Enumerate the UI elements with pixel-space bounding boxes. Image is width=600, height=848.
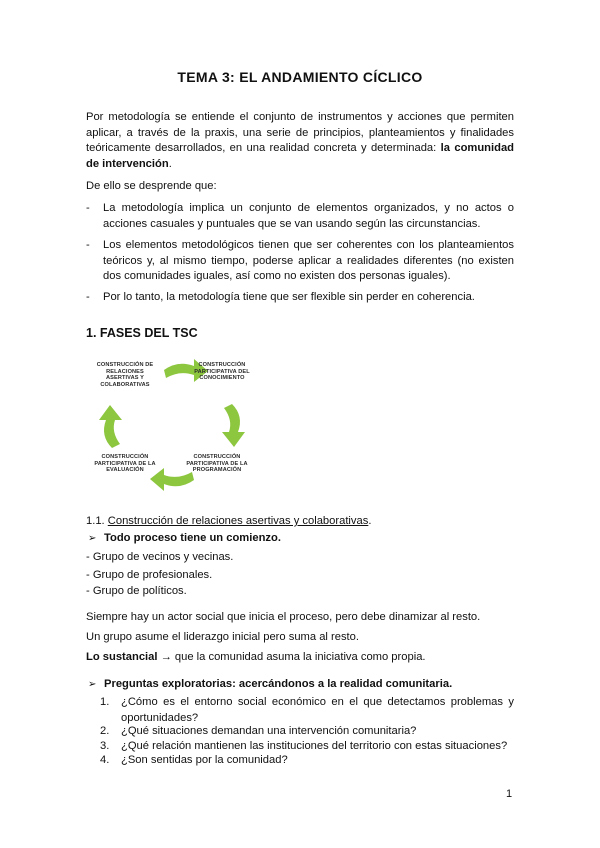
subsection-title: Construcción de relaciones asertivas y colaborativas	[107, 515, 369, 527]
question-text: ¿Cómo es el entorno social económico en el que detectamos problemas y oportunidades?	[121, 696, 514, 724]
diagram-label-evaluacion: CONSTRUCCIÓN PARTICIPATIVA DE LA EVALUACIÓN	[94, 454, 156, 474]
desprende-line: De ello se desprende que:	[86, 180, 217, 192]
bullet-item	[86, 238, 514, 285]
cycle-diagram	[86, 350, 256, 500]
question-text: ¿Qué situaciones demandan una intervención comunitaria?	[121, 725, 417, 737]
diagram-label-relaciones: CONSTRUCCIÓN DE RELACIONES ASERTIVAS Y COLABORATIVAS	[96, 362, 154, 388]
bullet-dash: -	[86, 291, 90, 303]
question-number: 1.	[100, 696, 110, 708]
question-number: 2.	[100, 725, 110, 737]
grupo-line: - Grupo de políticos.	[86, 585, 187, 597]
grupo-line: - Grupo de profesionales.	[86, 569, 213, 581]
bullet-dash: -	[86, 239, 90, 251]
page-number: 1	[506, 788, 513, 800]
question-text: ¿Qué relación mantienen las instituciones del territorio con estas situaciones?	[121, 740, 508, 752]
intro-text: Por metodología se entiende el conjunto de instrumentos y acciones que permiten aplicar, a través de la praxis, una serie de principios, planteamientos y finalidades teóricamente desarrollados, en una realidad concreta y determinada:	[86, 111, 514, 155]
page-title: TEMA 3: EL ANDAMIENTO CÍCLICO	[177, 69, 423, 85]
diagram-label-programacion: CONSTRUCCIÓN PARTICIPATIVA DE LA PROGRAMACIÓN	[186, 454, 248, 474]
bullet-text: Por lo tanto, la metodología tiene que ser flexible sin perder en coherencia.	[103, 291, 475, 303]
arrow-bullet-icon: ➢	[88, 533, 97, 544]
arrow-bullet	[86, 531, 514, 547]
question-item	[100, 753, 514, 769]
diagram-label-conocimiento: CONSTRUCCIÓN PARTICIPATIVA DEL CONOCIMIENTO	[194, 362, 250, 382]
bullet-text: Los elementos metodológicos tienen que ser coherentes con los planteamientos teóricos y, al mismo tiempo, poderse aplicar a realidades diferentes (no existen dos comunidades iguales, así como no existen dos personas iguales).	[103, 239, 514, 283]
arrow-down-right-icon	[222, 404, 245, 447]
section-heading: 1. FASES DEL TSC	[86, 326, 198, 340]
bullet-dash: -	[86, 202, 90, 214]
comienzo-text: Todo proceso tiene un comienzo.	[104, 532, 281, 544]
intro-end: .	[168, 157, 172, 170]
intro-paragraph	[86, 110, 514, 172]
subsection-1-1	[86, 514, 371, 530]
bullet-text: La metodología implica un conjunto de elementos organizados, y no actos o acciones casuales y puntuales que se van usando según las circunstancias.	[103, 202, 514, 230]
arrow-bullet-icon: ➢	[88, 679, 97, 690]
question-item	[100, 724, 514, 740]
sustancial-bold: Lo sustancial	[86, 651, 158, 663]
sustancial-line	[86, 650, 426, 666]
sustancial-rest: → que la comunidad asuma la iniciativa como propia.	[157, 651, 426, 663]
subsection-number: 1.1.	[86, 515, 108, 527]
intro-bold: la comunidad de intervención	[86, 142, 515, 170]
actor-line: Siempre hay un actor social que inicia el proceso, pero debe dinamizar al resto.	[86, 611, 481, 623]
grupo-line: - Grupo de vecinos y vecinas.	[86, 551, 234, 563]
preguntas-text: Preguntas exploratorias: acercándonos a la realidad comunitaria.	[104, 678, 453, 690]
liderazgo-line: Un grupo asume el liderazgo inicial pero suma al resto.	[86, 631, 359, 643]
question-number: 4.	[100, 754, 110, 766]
arrow-bullet	[86, 677, 514, 693]
question-number: 3.	[100, 740, 110, 752]
question-text: ¿Son sentidas por la comunidad?	[121, 754, 288, 766]
subsection-end: .	[368, 515, 372, 527]
bullet-item	[86, 290, 514, 306]
arrow-up-left-icon	[99, 405, 122, 448]
bullet-item	[86, 201, 514, 232]
question-item	[100, 695, 514, 726]
